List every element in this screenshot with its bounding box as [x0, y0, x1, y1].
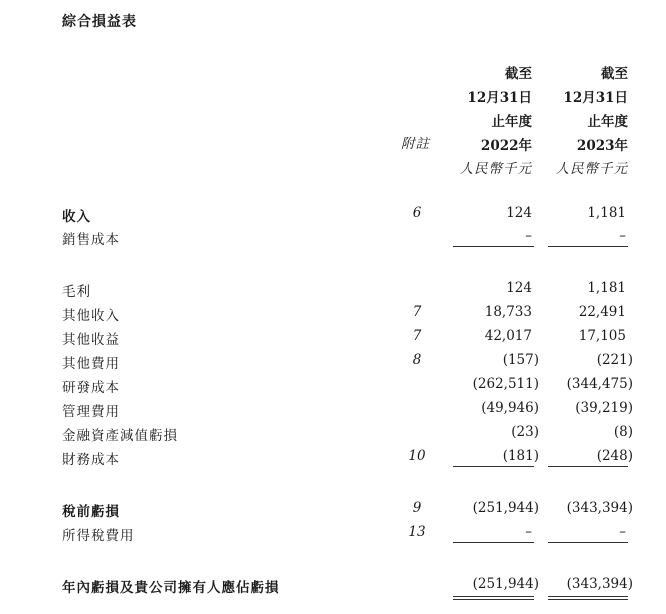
row-value-2022: 124	[506, 205, 532, 221]
subtotal-rule	[453, 246, 534, 247]
row-value-2023: (344,475)	[566, 376, 633, 392]
row-value-2023: (8)	[613, 424, 633, 440]
col2-header-line1: 截至	[601, 66, 628, 82]
row-label: 年內虧損及貴公司擁有人應佔虧損	[62, 580, 280, 596]
row-note: 10	[408, 448, 426, 464]
table-row	[0, 328, 666, 350]
table-row	[0, 205, 666, 227]
row-label: 管理費用	[62, 404, 120, 420]
row-label: 毛利	[62, 284, 91, 300]
subtotal-rule	[548, 542, 628, 543]
row-value-2023: (343,394)	[566, 500, 633, 516]
row-value-2023: 22,491	[578, 304, 626, 320]
subtotal-rule	[548, 466, 628, 467]
row-note: 6	[412, 205, 422, 221]
col1-header-year: 2022年	[480, 138, 532, 154]
row-label: 所得稅費用	[62, 528, 135, 544]
row-label: 其他費用	[62, 356, 120, 372]
row-value-2022: 42,017	[484, 328, 532, 344]
subtotal-rule	[548, 246, 628, 247]
row-value-2022: (157)	[502, 352, 539, 368]
row-label: 其他收入	[62, 308, 120, 324]
table-row	[0, 352, 666, 374]
col1-header-line3: 止年度	[491, 114, 532, 130]
row-note: 7	[412, 328, 422, 344]
row-label: 收入	[62, 209, 91, 225]
row-note: 13	[408, 524, 426, 540]
row-note: 7	[412, 304, 422, 320]
row-note: 8	[412, 352, 422, 368]
row-value-2022: –	[525, 228, 532, 244]
row-value-2023: 1,181	[587, 205, 626, 221]
table-row	[0, 424, 666, 446]
row-value-2022: (181)	[502, 448, 539, 464]
total-double-rule	[548, 599, 628, 600]
total-double-rule	[548, 596, 628, 597]
col2-header-line3: 止年度	[587, 114, 628, 130]
subtotal-rule	[453, 542, 534, 543]
row-value-2022: –	[525, 524, 532, 540]
table-row	[0, 576, 666, 598]
row-label: 銷售成本	[62, 232, 120, 248]
row-label: 金融資產減值虧損	[62, 428, 178, 444]
row-value-2023: (39,219)	[575, 400, 633, 416]
row-value-2023: (248)	[596, 448, 633, 464]
col1-header-line1: 截至	[505, 66, 532, 82]
row-note: 9	[412, 500, 422, 516]
row-label: 財務成本	[62, 452, 120, 468]
row-value-2023: 17,105	[578, 328, 626, 344]
table-row	[0, 304, 666, 326]
table-row	[0, 376, 666, 398]
table-row	[0, 400, 666, 422]
row-label: 其他收益	[62, 332, 120, 348]
table-row	[0, 500, 666, 522]
row-value-2022: 18,733	[484, 304, 532, 320]
row-value-2023: (221)	[596, 352, 633, 368]
row-value-2022: (251,944)	[472, 576, 539, 592]
subtotal-rule	[453, 466, 534, 467]
row-label: 研發成本	[62, 380, 120, 396]
table-row	[0, 280, 666, 302]
row-value-2022: 124	[506, 280, 532, 296]
row-value-2023: (343,394)	[566, 576, 633, 592]
total-double-rule	[453, 599, 534, 600]
row-value-2023: –	[619, 228, 626, 244]
col1-header-line2: 12月31日	[467, 90, 532, 106]
statement-title: 綜合損益表	[62, 14, 137, 30]
row-value-2022: (251,944)	[472, 500, 539, 516]
total-double-rule	[453, 596, 534, 597]
col2-header-unit: 人民幣千元	[555, 161, 628, 177]
row-value-2022: (49,946)	[481, 400, 539, 416]
row-value-2023: –	[619, 524, 626, 540]
row-value-2022: (23)	[511, 424, 539, 440]
row-value-2023: 1,181	[587, 280, 626, 296]
note-column-header: 附註	[401, 136, 430, 152]
col1-header-unit: 人民幣千元	[459, 161, 532, 177]
row-value-2022: (262,511)	[472, 376, 539, 392]
row-label: 稅前虧損	[62, 504, 120, 520]
col2-header-year: 2023年	[576, 138, 628, 154]
col2-header-line2: 12月31日	[563, 90, 628, 106]
